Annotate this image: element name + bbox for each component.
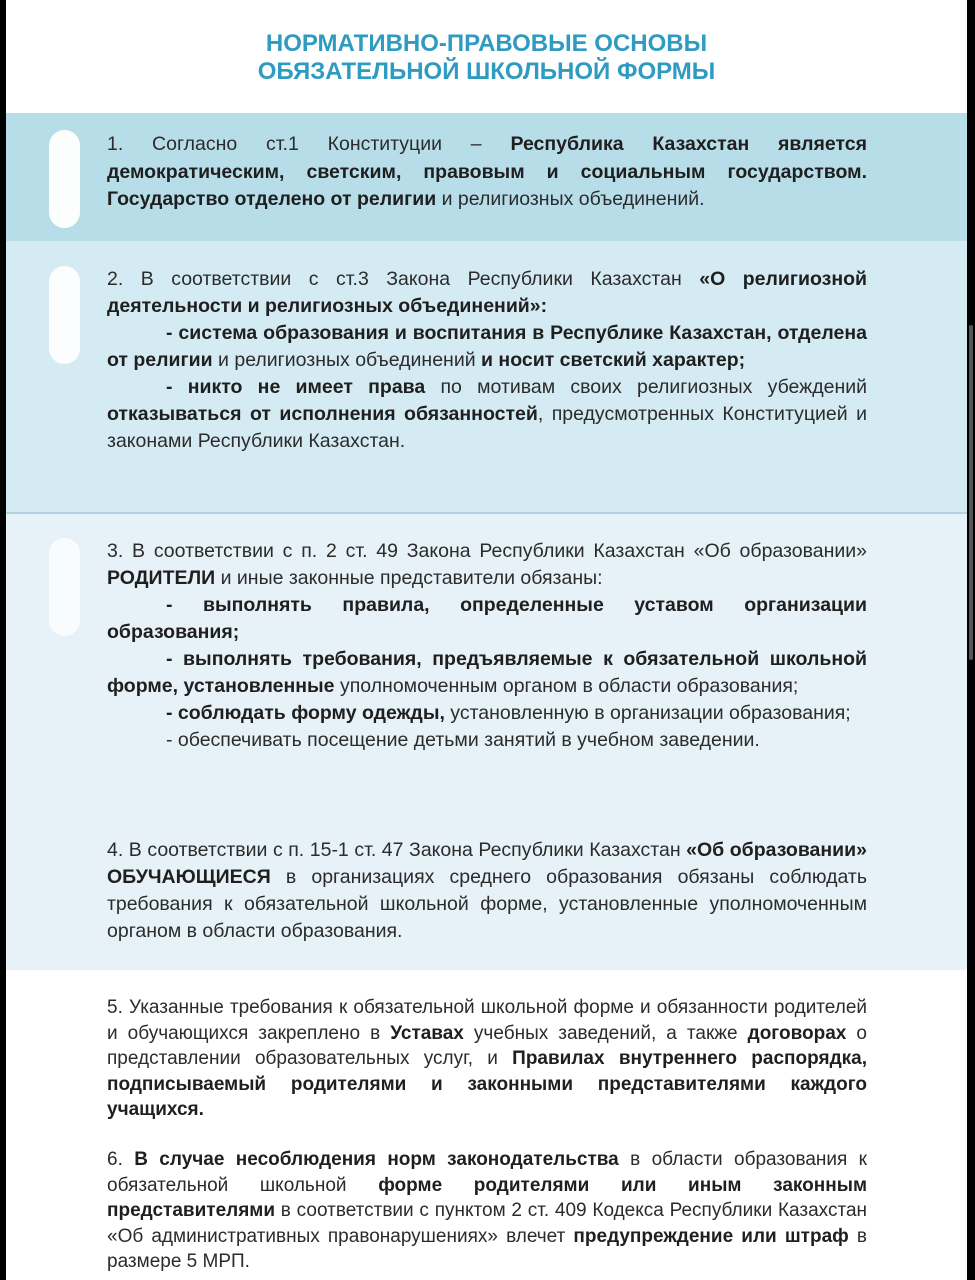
text: в области образования к обязательной школьной	[107, 1149, 867, 1196]
text-bold: отказываться от исполнения обязанностей	[107, 403, 538, 425]
paragraph-2	[107, 266, 867, 455]
text: установленную в организации образования;	[444, 702, 851, 724]
paragraph-4	[107, 837, 867, 945]
text: и иные законные представители обязаны:	[215, 567, 603, 589]
text: в размере 5 МРП.	[107, 1225, 868, 1272]
paragraph-6	[107, 1147, 867, 1275]
text: 2. В соответствии с ст.3 Закона Республики Казахстан	[107, 268, 700, 290]
paragraph-1	[107, 131, 867, 214]
text-bold: - выполнять требования, предъявляемые к обязательной школьной форме, установленные	[107, 648, 867, 697]
text-bold: Республика Казахстан является демократическим, светским, правовым и социальным государством. Государство отделено от религии	[107, 133, 868, 210]
text: 5. Указанные требования к обязательной школьной форме и обязанности родителей и обучающихся закреплено в	[107, 997, 867, 1044]
text: 1. Согласно ст.1 Конституции –	[107, 133, 511, 155]
text: в организациях среднего образования обязаны соблюдать требования к обязательной школьной форме, установленные уполномоченным органом в области образования.	[107, 866, 867, 942]
text: по мотивам своих религиозных убеждений	[425, 376, 867, 398]
text-bold: - выполнять правила, определенные уставом организации образования;	[107, 594, 867, 643]
title-line-2: ОБЯЗАТЕЛЬНОЙ ШКОЛЬНОЙ ФОРМЫ	[257, 58, 716, 85]
scrollbar[interactable]	[967, 0, 975, 1280]
text: учебных заведений, а также	[463, 1022, 748, 1044]
text-bold: Правилах внутреннего распорядка, подписываемый родителями и законными представителями каждого учащихся.	[107, 1048, 867, 1120]
text-bold: Уставах	[390, 1022, 464, 1044]
text-bold: договорах	[747, 1022, 847, 1044]
text: и религиозных объединений.	[436, 188, 705, 210]
text: в соответствии с пунктом 2 ст. 409 Кодекса Республики Казахстан «Об административных правонарушениях» влечет	[107, 1200, 867, 1247]
text-bold: предупреждение или штраф	[573, 1225, 849, 1247]
text-bold: и носит светский характер;	[481, 349, 746, 371]
decorative-pill-icon	[49, 130, 80, 228]
text-bold: - соблюдать форму одежды,	[166, 702, 445, 724]
text: и религиозных объединений	[212, 349, 482, 371]
scrollbar-thumb[interactable]	[969, 325, 973, 660]
text-bold: «Об образовании» ОБУЧАЮЩИЕСЯ	[107, 839, 868, 888]
text: 6.	[107, 1149, 135, 1170]
text: 4. В соответствии с п. 15-1 ст. 47 Закона Республики Казахстан	[107, 839, 687, 861]
text: - обеспечивать посещение детьми занятий в учебном заведении.	[166, 729, 760, 751]
decorative-pill-icon	[49, 266, 80, 364]
text: , предусмотренных Конституцией и законами Республики Казахстан.	[107, 403, 867, 452]
text: о представлении образовательных услуг, и	[107, 1022, 867, 1069]
text: 3. В соответствии с п. 2 ст. 49 Закона Республики Казахстан «Об образовании»	[107, 540, 867, 562]
text: уполномоченным органом в области образования;	[334, 675, 799, 697]
text-bold: РОДИТЕЛИ	[107, 567, 216, 589]
text-bold: форме родителями или иным законным представителями	[107, 1174, 868, 1221]
text-bold: - система образования и воспитания в Республике Казахстан, отделена от религии	[107, 322, 867, 371]
title-line-1: НОРМАТИВНО-ПРАВОВЫЕ ОСНОВЫ	[265, 30, 708, 57]
decorative-pill-icon	[49, 538, 80, 636]
text-bold: «О религиозной деятельности и религиозных объединений»:	[107, 268, 868, 317]
paragraph-5	[107, 995, 867, 1123]
paragraph-3	[107, 538, 867, 754]
page-title	[6, 30, 967, 86]
document-page	[6, 0, 967, 1280]
text-bold: В случае несоблюдения норм законодательства	[134, 1149, 619, 1170]
text-bold: - никто не имеет права	[166, 376, 426, 398]
